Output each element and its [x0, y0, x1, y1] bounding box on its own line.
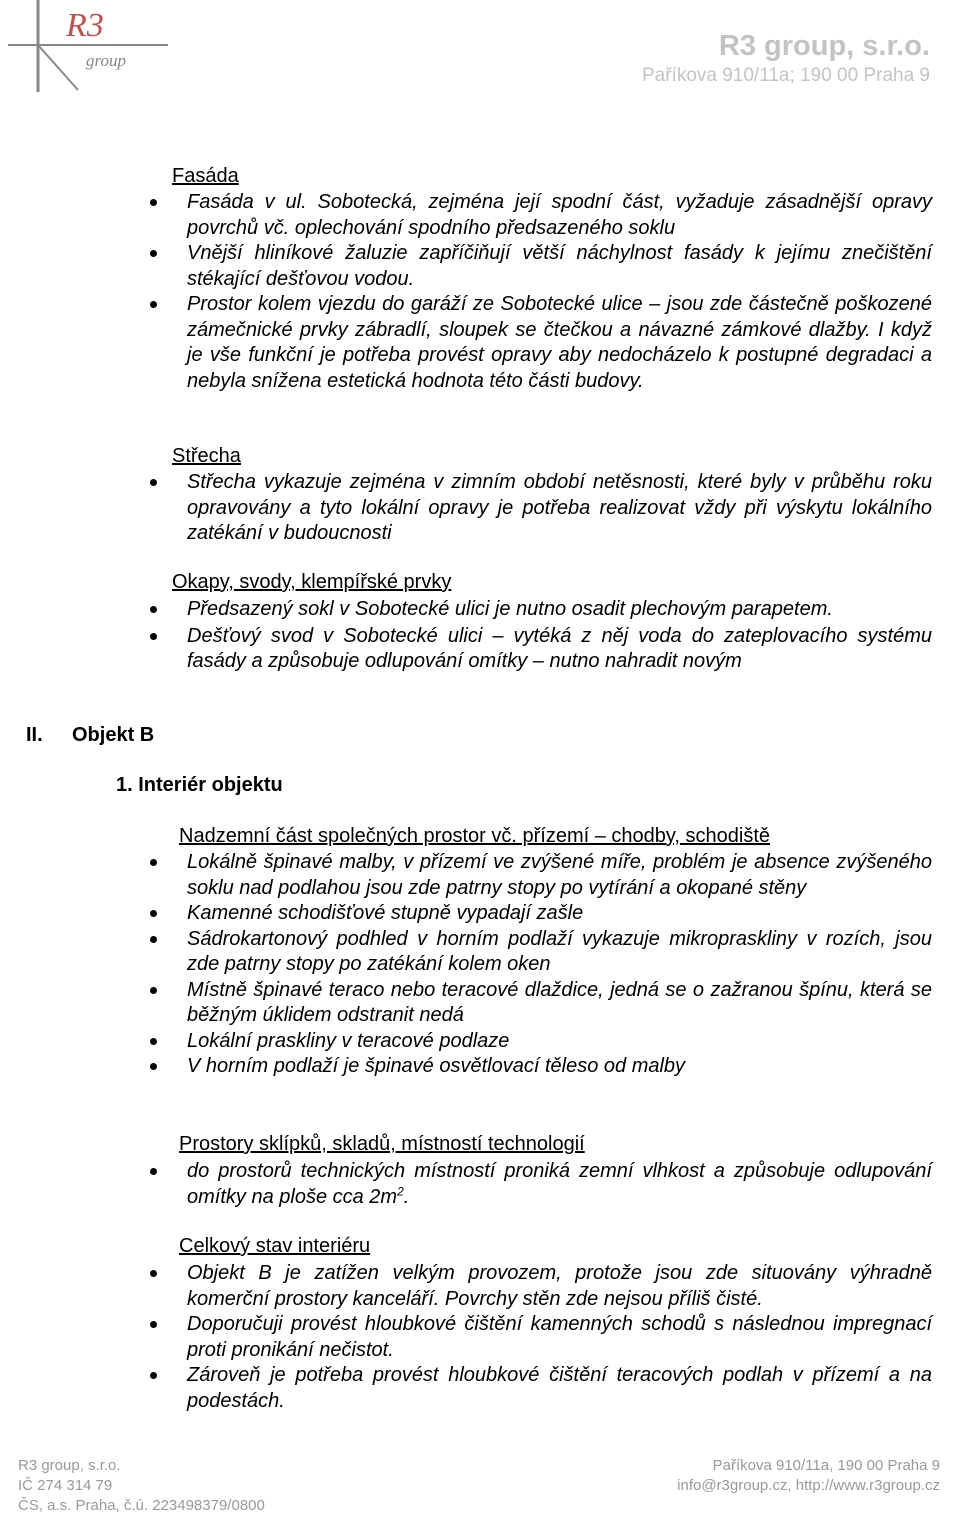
list-item: Lokálně špinavé malby, v přízemí ve zvýšené míře, problém je absence zvýšeného soklu nad podlahou jsou zde patrny stopy po vytírání a okopané stěny	[0, 850, 960, 901]
list-item: do prostorů technických místností proniká zemní vlhkost a způsobuje odlupování omítky na ploše cca $2m^2$.	[0, 1159, 960, 1210]
section-heading-celkovy: Celkový stav interiéru	[179, 1235, 371, 1257]
header-company: R3 group, s.r.o.	[718, 30, 930, 62]
section-heading-sklipky: Prostory sklípků, skladů, místností technologií	[179, 1133, 585, 1155]
list-strecha	[0, 470, 960, 547]
section-heading-fasada: Fasáda	[172, 165, 239, 187]
bullet-icon	[150, 301, 157, 308]
bullet-icon	[150, 859, 157, 866]
list-item: Lokální praskliny v teracové podlaze	[0, 1029, 960, 1055]
list-celkovy	[0, 1261, 960, 1414]
svg-text:R3: R3	[66, 7, 104, 44]
bullet-icon	[150, 987, 157, 994]
list-item: Dešťový svod v Sobotecké ulici – vytéká z něj voda do zateplovacího systému fasády a způsobuje odlupování omítky – nutno nahradit novým	[0, 624, 960, 675]
list-fasada	[0, 190, 960, 394]
bullet-icon	[150, 250, 157, 257]
bullet-icon	[150, 910, 157, 917]
list-item: V horním podlaží je špinavé osvětlovací těleso od malby	[0, 1054, 960, 1080]
company-logo	[8, 0, 168, 92]
bullet-icon	[150, 1063, 157, 1070]
bullet-icon	[150, 1321, 157, 1328]
bullet-icon	[150, 633, 157, 640]
bullet-icon	[150, 606, 157, 613]
bullet-icon	[150, 199, 157, 206]
list-item: Fasáda v ul. Sobotecká, zejména její spodní část, vyžaduje zásadnější opravy povrchů vč. oplechování spodního předsazeného soklu	[0, 190, 960, 241]
bullet-icon	[150, 1372, 157, 1379]
section-heading-nadzemni: Nadzemní část společných prostor vč. přízemí – chodby, schodiště	[179, 825, 771, 847]
list-item: Sádrokartonový podhled v horním podlaží vykazuje mikropraskliny v rozích, jsou zde patrny stopy po zatékání kolem oken	[0, 927, 960, 978]
list-sklipky	[0, 1159, 960, 1210]
section-heading-okapy: Okapy, svody, klempířské prvky	[172, 571, 452, 593]
subchapter-heading: 1. Interiér objektu	[116, 774, 283, 796]
list-nadzemni	[0, 850, 960, 1080]
bullet-icon	[150, 1270, 157, 1277]
bullet-icon	[150, 479, 157, 486]
list-item: Kamenné schodišťové stupně vypadají zašle	[0, 901, 960, 927]
bullet-icon	[150, 1168, 157, 1175]
list-item: Vnější hliníkové žaluzie zapříčiňují větší náchylnost fasády k jejímu znečištění stékající dešťovou vodou.	[0, 241, 960, 292]
list-item: Místně špinavé teraco nebo teracové dlaždice, jedná se o zažranou špínu, která se běžným úklidem odstranit nedá	[0, 978, 960, 1029]
list-item: Doporučuji provést hloubkové čištění kamenných schodů s následnou impregnací proti pronikání nečistot.	[0, 1312, 960, 1363]
header-address: Paříkova 910/11a; 190 00 Praha 9	[641, 65, 930, 86]
svg-text:group: group	[86, 51, 126, 70]
bullet-icon	[150, 1038, 157, 1045]
bullet-icon	[150, 936, 157, 943]
list-okapy	[0, 597, 960, 675]
list-item: Střecha vykazuje zejména v zimním období netěsnosti, které byly v průběhu roku opravovány a tyto lokální opravy je potřeba realizovat vždy při výskytu lokálního zatékání v budoucnosti	[0, 470, 960, 547]
list-item: Předsazený sokl v Sobotecké ulici je nutno osadit plechovým parapetem.	[0, 597, 960, 623]
footer-right: Paříkova 910/11a, 190 00 Praha 9 info@r3group.cz, http://www.r3group.cz	[677, 1457, 940, 1494]
section-heading-strecha: Střecha	[172, 445, 241, 467]
list-item: Objekt B je zatížen velkým provozem, protože jsou zde situovány výhradně komerční prostory kanceláří. Povrchy stěn zde nejsou příliš čisté.	[0, 1261, 960, 1312]
list-item: Prostor kolem vjezdu do garáží ze Sobotecké ulice – jsou zde částečně poškozené zámečnické prvky zábradlí, sloupek se čtečkou a návazné zámkové dlažby. I když je vše funkční je potřeba provést opravy aby nedocházelo k postupné degradaci a nebyla snížena estetická hodnota této části budovy.	[0, 292, 960, 394]
list-item: Zároveň je potřeba provést hloubkové čištění teracových podlah v přízemí a na podestách.	[0, 1363, 960, 1414]
footer-left: R3 group, s.r.o. IČ 274 314 79 ČS, a.s. Praha, č.ú. 223498379/0800	[18, 1457, 265, 1514]
chapter-heading: II. Objekt B	[26, 724, 155, 746]
